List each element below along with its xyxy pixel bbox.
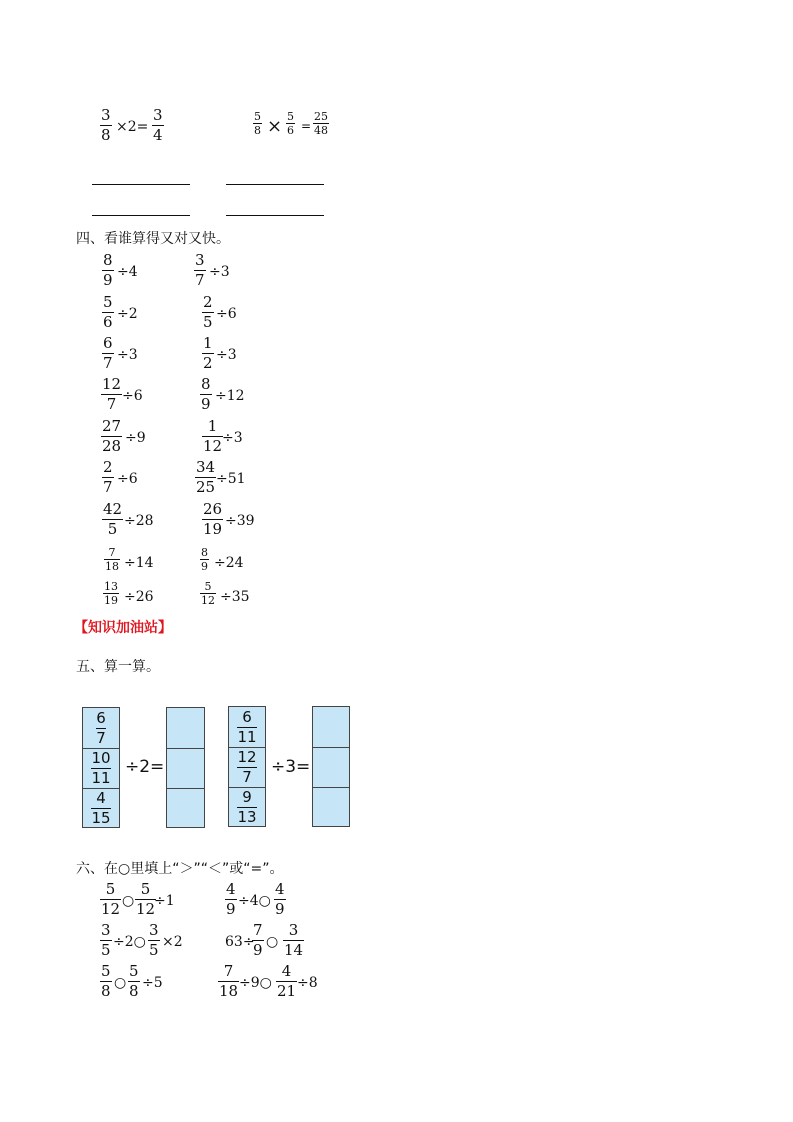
denominator: 8 — [254, 124, 261, 137]
problem-operator: ÷12 — [215, 388, 245, 404]
fraction-cell — [83, 788, 119, 828]
compare-fraction-left — [218, 964, 239, 999]
numerator: 12 — [102, 375, 122, 393]
numerator: 7 — [253, 921, 263, 939]
numerator: 13 — [104, 580, 118, 593]
numerator: 7 — [223, 962, 234, 980]
section5-heading: 五、算一算。 — [76, 659, 160, 675]
fraction-cell — [83, 708, 119, 749]
denominator: 7 — [96, 728, 106, 747]
denominator: 14 — [284, 941, 304, 959]
denominator: 12 — [203, 437, 223, 455]
problem-operator: ÷3 — [216, 347, 237, 363]
compare-fraction-left — [100, 923, 112, 958]
problem-fraction — [101, 377, 122, 412]
section4-heading: 四、看谁算得又对又快。 — [76, 231, 230, 247]
numerator: 2 — [203, 293, 213, 311]
answer-cell[interactable] — [313, 787, 349, 827]
example2-result — [313, 111, 329, 136]
denominator: 13 — [237, 807, 257, 826]
compare-fraction-right — [135, 882, 156, 917]
numerator: 5 — [287, 110, 294, 123]
denominator: 7 — [103, 478, 113, 496]
denominator: 18 — [105, 560, 119, 573]
compare-prefix: 63÷ — [225, 934, 255, 950]
denominator: 4 — [153, 126, 163, 144]
numerator: 42 — [103, 500, 123, 518]
answer-line[interactable] — [226, 215, 324, 216]
numerator: 6 — [96, 708, 106, 727]
numerator: 25 — [314, 110, 328, 123]
problem-operator: ÷28 — [124, 513, 154, 529]
numerator: 6 — [242, 707, 252, 726]
fraction-cell — [229, 707, 265, 748]
problem-operator: ÷3 — [117, 347, 138, 363]
problem-fraction — [200, 581, 216, 606]
numerator: 5 — [129, 962, 139, 980]
problem-fraction — [195, 460, 216, 495]
compare-fraction-right — [283, 923, 304, 958]
numerator: 3 — [195, 251, 205, 269]
denominator: 6 — [103, 313, 113, 331]
compare-circle: ○ — [114, 975, 127, 991]
problem-fraction — [200, 377, 212, 412]
denominator: 9 — [201, 560, 208, 573]
denominator: 21 — [277, 982, 297, 1000]
compare-fraction-left — [100, 882, 121, 917]
denominator: 12 — [201, 594, 215, 607]
compare-circle: ○ — [122, 893, 135, 909]
fraction-cell — [229, 747, 265, 788]
numerator: 8 — [201, 375, 211, 393]
denominator: 2 — [203, 354, 213, 372]
numerator: 4 — [96, 788, 106, 807]
numerator: 5 — [204, 580, 212, 593]
problem-fraction — [101, 419, 122, 454]
problem-fraction — [202, 419, 223, 454]
denominator: 6 — [287, 124, 294, 137]
problem-fraction — [102, 460, 114, 495]
answer-column-2 — [312, 706, 350, 827]
denominator: 9 — [103, 271, 113, 289]
problem-operator: ÷4 — [117, 264, 138, 280]
numerator: 1 — [203, 334, 213, 352]
compare-fraction-left — [100, 964, 112, 999]
problem-fraction — [202, 336, 214, 371]
problem-operator: ÷6 — [216, 306, 237, 322]
compare-fraction-left — [252, 923, 264, 958]
problem-fraction — [202, 502, 223, 537]
problem-operator: ÷6 — [122, 388, 143, 404]
compare-tail: ÷8 — [297, 975, 318, 991]
compare-tail: ÷5 — [142, 975, 163, 991]
problem-operator: ÷3 — [222, 430, 243, 446]
denominator: 7 — [195, 271, 205, 289]
problem-operator: ÷39 — [225, 513, 255, 529]
numerator: 12 — [237, 747, 257, 766]
problem-fraction — [104, 547, 120, 572]
problem-operator: ÷24 — [214, 555, 244, 571]
denominator: 12 — [136, 900, 156, 918]
numerator: 7 — [108, 546, 116, 559]
problem-operator: ÷6 — [117, 471, 138, 487]
fraction-cell — [229, 787, 265, 827]
compare-fraction-right — [274, 882, 286, 917]
numerator: 4 — [275, 880, 285, 898]
numerator: 3 — [149, 921, 159, 939]
denominator: 8 — [101, 126, 111, 144]
numerator: 3 — [101, 106, 111, 124]
numerator: 4 — [281, 962, 292, 980]
denominator: 9 — [201, 395, 211, 413]
numerator: 5 — [101, 962, 111, 980]
numerator: 2 — [103, 458, 113, 476]
problem-fraction — [194, 253, 206, 288]
problem-fraction — [102, 336, 114, 371]
denominator: 5 — [101, 941, 111, 959]
numerator: 5 — [254, 110, 261, 123]
compare-circle: ○ — [266, 934, 279, 950]
denominator: 8 — [129, 982, 139, 1000]
numerator: 27 — [102, 417, 122, 435]
group1-operator: ÷2= — [125, 757, 165, 777]
problem-fraction — [202, 295, 214, 330]
problem-operator: ÷26 — [124, 589, 154, 605]
problem-operator: ÷35 — [220, 589, 250, 605]
example2-fraction-b — [286, 111, 295, 136]
denominator: 12 — [101, 900, 121, 918]
numerator: 8 — [201, 546, 208, 559]
answer-cell[interactable] — [167, 788, 204, 828]
denominator: 7 — [242, 767, 252, 786]
denominator: 28 — [102, 437, 122, 455]
numerator: 3 — [288, 921, 299, 939]
numerator: 5 — [103, 293, 113, 311]
example2-equals: = — [301, 119, 312, 133]
compare-fraction-right — [276, 964, 297, 999]
numerator: 26 — [203, 500, 223, 518]
denominator: 19 — [104, 594, 118, 607]
answer-cell[interactable] — [313, 707, 349, 748]
numerator: 5 — [140, 880, 151, 898]
denominator: 5 — [203, 313, 213, 331]
numerator: 34 — [196, 458, 216, 476]
denominator: 8 — [101, 982, 111, 1000]
problem-fraction — [102, 295, 114, 330]
denominator: 7 — [106, 395, 117, 413]
section6-heading: 六、在○里填上“＞”“＜”或“=”。 — [76, 861, 284, 877]
numerator: 8 — [103, 251, 113, 269]
problem-fraction — [200, 547, 209, 572]
denominator: 9 — [226, 900, 236, 918]
problem-operator: ÷14 — [124, 555, 154, 571]
compare-circle: ÷9○ — [239, 975, 272, 991]
answer-cell[interactable] — [167, 708, 204, 749]
denominator: 25 — [196, 478, 216, 496]
denominator: 11 — [237, 727, 257, 746]
knowledge-heading: 【知识加油站】 — [74, 620, 172, 636]
denominator: 7 — [103, 354, 113, 372]
problem-operator: ÷51 — [216, 471, 246, 487]
example1-operator: ×2= — [116, 119, 149, 135]
denominator: 5 — [149, 941, 159, 959]
numerator: 5 — [105, 880, 116, 898]
problem-operator: ÷3 — [209, 264, 230, 280]
compare-circle: ÷4○ — [238, 893, 271, 909]
fraction-column-2 — [228, 706, 266, 827]
example2-fraction-a — [253, 111, 262, 136]
fraction-column-1 — [82, 707, 120, 828]
compare-fraction-right — [148, 923, 160, 958]
compare-fraction-right — [128, 964, 140, 999]
answer-line[interactable] — [92, 184, 190, 185]
numerator: 9 — [242, 787, 252, 806]
problem-operator: ÷2 — [117, 306, 138, 322]
denominator: 48 — [314, 124, 328, 137]
example1-fraction-a — [100, 108, 112, 143]
compare-circle: ÷2○ — [113, 934, 146, 950]
example2-times: × — [267, 116, 283, 137]
answer-cell[interactable] — [167, 748, 204, 789]
denominator: 18 — [219, 982, 239, 1000]
numerator: 1 — [207, 417, 218, 435]
example1-result — [152, 108, 164, 143]
problem-operator: ÷9 — [125, 430, 146, 446]
group2-operator: ÷3= — [271, 757, 311, 777]
compare-tail: ÷1 — [154, 893, 175, 909]
denominator: 15 — [91, 808, 111, 827]
denominator: 5 — [107, 520, 118, 538]
denominator: 9 — [253, 941, 263, 959]
compare-tail: ×2 — [162, 934, 183, 950]
problem-fraction — [102, 502, 123, 537]
numerator: 4 — [226, 880, 236, 898]
numerator: 3 — [101, 921, 111, 939]
answer-column-1 — [166, 707, 205, 828]
answer-line[interactable] — [226, 184, 324, 185]
numerator: 10 — [91, 748, 111, 767]
answer-line[interactable] — [92, 215, 190, 216]
problem-fraction — [103, 581, 119, 606]
compare-fraction-left — [225, 882, 237, 917]
answer-cell[interactable] — [313, 747, 349, 788]
problem-fraction — [102, 253, 114, 288]
denominator: 19 — [203, 520, 223, 538]
numerator: 6 — [103, 334, 113, 352]
fraction-cell — [83, 748, 119, 789]
denominator: 11 — [91, 768, 111, 787]
numerator: 3 — [153, 106, 163, 124]
denominator: 9 — [275, 900, 285, 918]
